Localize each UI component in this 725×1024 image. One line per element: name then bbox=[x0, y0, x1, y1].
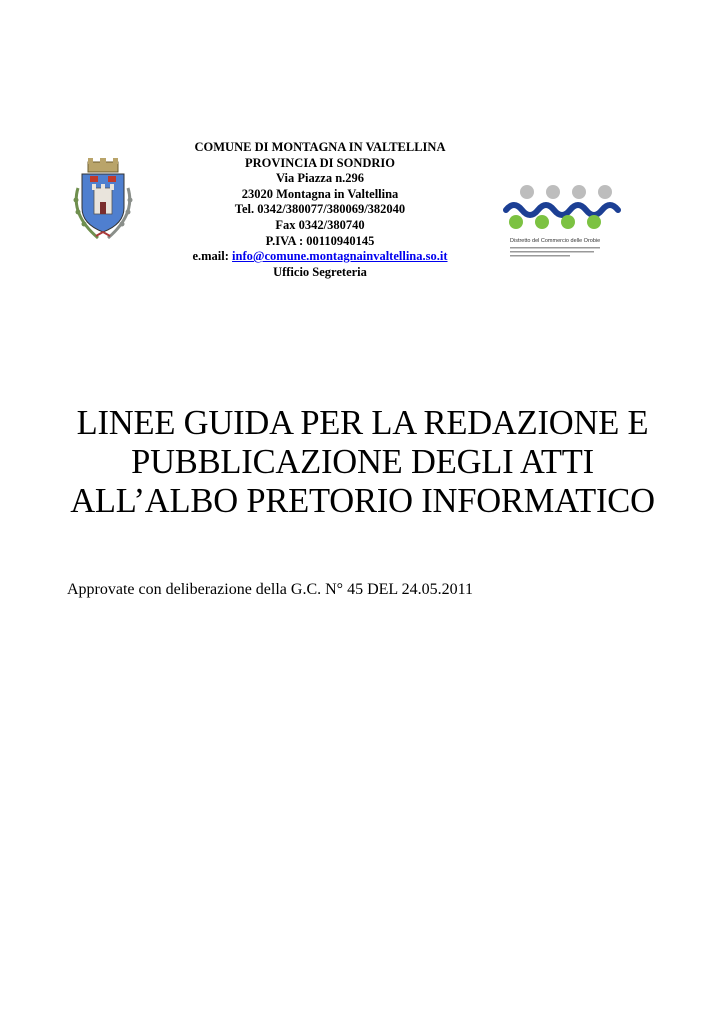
municipal-crest-icon bbox=[68, 158, 138, 242]
postal-city: 23020 Montagna in Valtellina bbox=[241, 186, 399, 201]
vat-number: P.IVA : 00110940145 bbox=[265, 233, 375, 248]
fax: Fax 0342/380740 bbox=[275, 217, 365, 232]
approval-note: Approvate con deliberazione della G.C. N° 45 DEL 24.05.2011 bbox=[67, 581, 473, 598]
letterhead bbox=[150, 140, 490, 280]
title-line-2: PUBBLICAZIONE DEGLI ATTI bbox=[131, 443, 594, 481]
telephone: Tel. 0342/380077/380069/382040 bbox=[234, 202, 406, 217]
email-link[interactable]: info@comune.montagnainvaltellina.so.it bbox=[232, 249, 448, 264]
title-line-3: ALL’ALBO PRETORIO INFORMATICO bbox=[70, 482, 655, 520]
district-logo-caption: Distretto del Commercio delle Orobie bbox=[510, 238, 601, 244]
title-line-1: LINEE GUIDA PER LA REDAZIONE E bbox=[76, 404, 649, 442]
office-name: Ufficio Segreteria bbox=[273, 264, 367, 279]
email-label: e.mail: bbox=[192, 249, 233, 264]
street-address: Via Piazza n.296 bbox=[275, 171, 365, 186]
province-name: PROVINCIA DI SONDRIO bbox=[244, 155, 396, 170]
municipality-name: COMUNE DI MONTAGNA IN VALTELLINA bbox=[194, 140, 446, 154]
document-title bbox=[0, 404, 725, 521]
district-logo-icon bbox=[500, 182, 628, 260]
email-line bbox=[150, 249, 490, 265]
